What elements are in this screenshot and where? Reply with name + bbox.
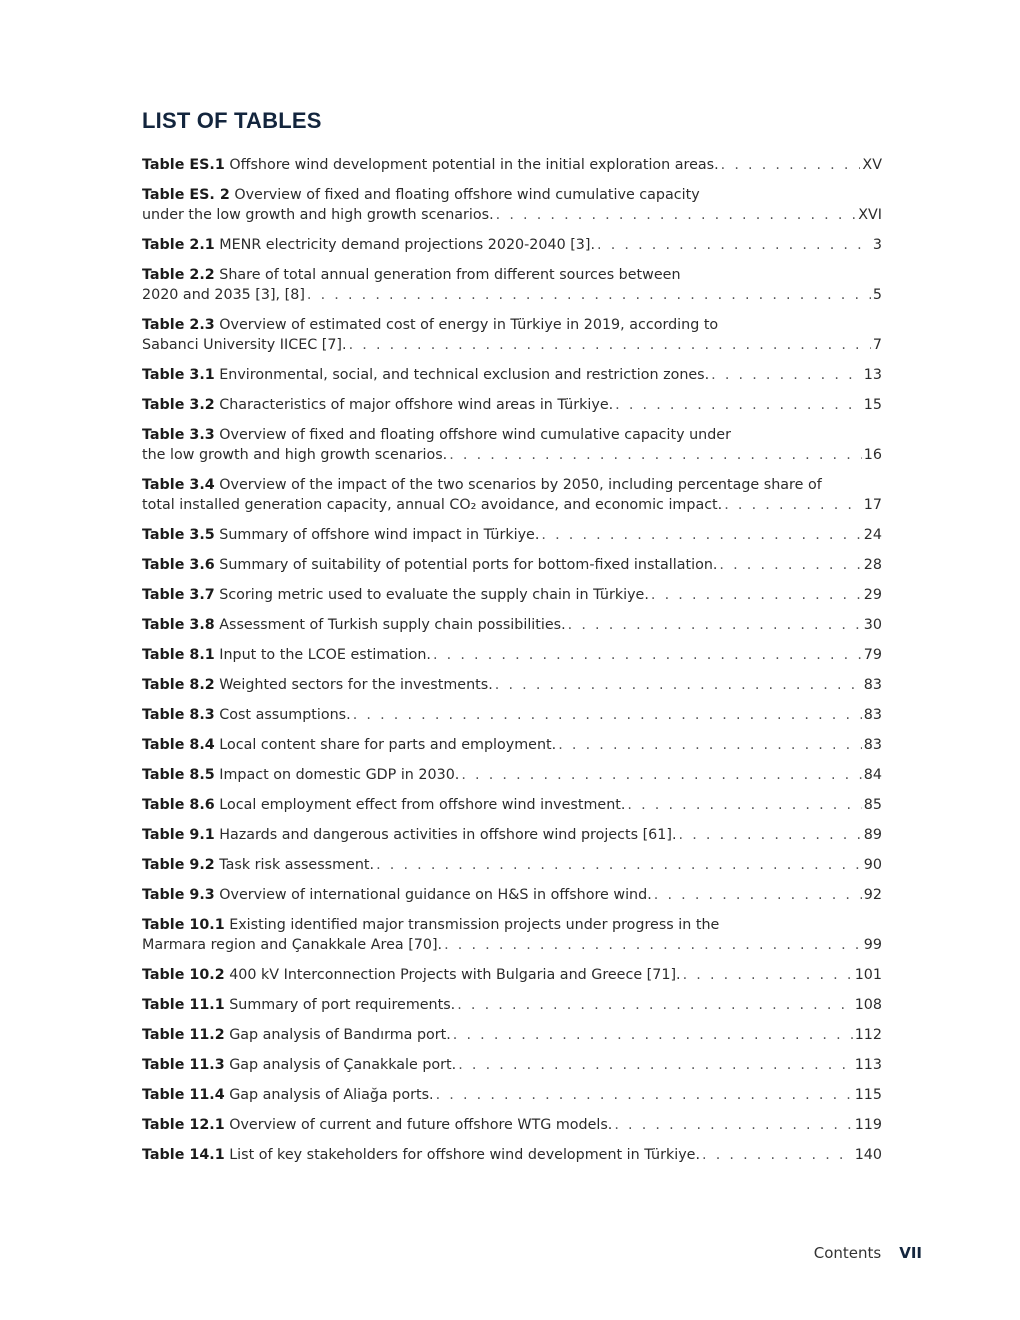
entry-title: Environmental, social, and technical exclusion and restriction zones. bbox=[219, 367, 710, 383]
page-number: VII bbox=[899, 1244, 922, 1262]
toc-entry[interactable] bbox=[142, 885, 882, 905]
entry-title: Local employment effect from offshore wind investment. bbox=[219, 797, 626, 813]
table-number: Table 2.2 bbox=[142, 267, 215, 283]
table-number: Table 9.1 bbox=[142, 827, 215, 843]
dot-leader bbox=[654, 885, 862, 905]
entry-title-text bbox=[142, 155, 719, 175]
entry-page-number: 29 bbox=[863, 587, 882, 603]
entry-page-number: 5 bbox=[872, 287, 882, 303]
entry-title-text bbox=[142, 525, 539, 545]
entry-title-text bbox=[142, 645, 431, 665]
entry-title: Share of total annual generation from different sources between bbox=[219, 267, 681, 283]
table-number: Table 3.5 bbox=[142, 527, 215, 543]
dot-leader bbox=[457, 995, 852, 1015]
dot-leader bbox=[679, 825, 862, 845]
toc-entry[interactable] bbox=[142, 155, 882, 175]
toc-entry[interactable] bbox=[142, 585, 882, 605]
table-number: Table 10.1 bbox=[142, 917, 225, 933]
entry-title: Impact on domestic GDP in 2030. bbox=[219, 767, 460, 783]
dot-leader bbox=[683, 965, 853, 985]
toc-entry[interactable] bbox=[142, 265, 882, 305]
entry-title-text bbox=[142, 445, 447, 465]
entry-title-text bbox=[142, 965, 681, 985]
dot-leader bbox=[702, 1145, 853, 1165]
entry-title-text bbox=[142, 365, 709, 385]
entry-title-text bbox=[142, 675, 493, 695]
entry-title-text bbox=[142, 615, 566, 635]
entry-page-number: 85 bbox=[863, 797, 882, 813]
dot-leader bbox=[724, 495, 862, 515]
entry-page-number: 30 bbox=[863, 617, 882, 633]
entry-page-number: 83 bbox=[863, 677, 882, 693]
entry-title: Assessment of Turkish supply chain possibilities. bbox=[219, 617, 566, 633]
entry-title-text bbox=[142, 995, 455, 1015]
entry-title: List of key stakeholders for offshore wind development in Türkiye. bbox=[229, 1147, 701, 1163]
dot-leader bbox=[461, 765, 861, 785]
entry-title-text bbox=[142, 285, 305, 305]
toc-entry[interactable] bbox=[142, 235, 882, 255]
toc-entry[interactable] bbox=[142, 825, 882, 845]
toc-entry[interactable] bbox=[142, 1025, 882, 1045]
entry-title-text bbox=[142, 205, 494, 225]
table-number: Table 11.1 bbox=[142, 997, 225, 1013]
table-number: Table 3.4 bbox=[142, 477, 215, 493]
table-number: Table 11.4 bbox=[142, 1087, 225, 1103]
entry-page-number: 7 bbox=[872, 337, 882, 353]
dot-leader bbox=[541, 525, 861, 545]
entry-title: Local content share for parts and employment. bbox=[219, 737, 557, 753]
table-number: Table 8.3 bbox=[142, 707, 215, 723]
entry-page-number: 90 bbox=[863, 857, 882, 873]
dot-leader bbox=[721, 155, 861, 175]
toc-entry[interactable] bbox=[142, 185, 882, 225]
table-number: Table ES. 2 bbox=[142, 187, 230, 203]
entry-title-text bbox=[142, 705, 351, 725]
entry-title: Overview of fixed and floating offshore wind cumulative capacity bbox=[234, 187, 700, 203]
table-number: Table 14.1 bbox=[142, 1147, 225, 1163]
table-number: Table 11.3 bbox=[142, 1057, 225, 1073]
dot-leader bbox=[307, 285, 871, 305]
table-number: Table 8.6 bbox=[142, 797, 215, 813]
entry-title-text bbox=[142, 585, 649, 605]
dot-leader bbox=[376, 855, 862, 875]
entry-title-text bbox=[142, 235, 595, 255]
toc-entry[interactable] bbox=[142, 965, 882, 985]
table-number: Table 8.1 bbox=[142, 647, 215, 663]
entry-title-text bbox=[142, 1115, 612, 1135]
footer-section-label: Contents bbox=[813, 1244, 882, 1262]
table-number: Table 2.1 bbox=[142, 237, 215, 253]
toc-entry[interactable] bbox=[142, 475, 882, 515]
entry-title: Scoring metric used to evaluate the supply chain in Türkiye. bbox=[219, 587, 649, 603]
entry-title: Overview of fixed and floating offshore wind cumulative capacity under bbox=[219, 427, 731, 443]
entry-title: the low growth and high growth scenarios. bbox=[142, 447, 448, 463]
table-number: Table 3.1 bbox=[142, 367, 215, 383]
table-number: Table 9.2 bbox=[142, 857, 215, 873]
entry-title: Input to the LCOE estimation. bbox=[219, 647, 431, 663]
table-number: Table 3.3 bbox=[142, 427, 215, 443]
entry-page-number: 28 bbox=[863, 557, 882, 573]
entry-page-number: 83 bbox=[863, 737, 882, 753]
entry-page-number: 84 bbox=[863, 767, 882, 783]
dot-leader bbox=[568, 615, 862, 635]
toc-entry[interactable] bbox=[142, 735, 882, 755]
table-number: Table 9.3 bbox=[142, 887, 215, 903]
dot-leader bbox=[597, 235, 871, 255]
entry-title-text bbox=[142, 855, 374, 875]
entry-title-text bbox=[142, 795, 625, 815]
entry-page-number: 3 bbox=[872, 237, 882, 253]
page-title: LIST OF TABLES bbox=[142, 108, 322, 133]
entry-title: Overview of estimated cost of energy in Türkiye in 2019, according to bbox=[219, 317, 719, 333]
toc-entry[interactable] bbox=[142, 995, 882, 1015]
toc-entry[interactable] bbox=[142, 315, 882, 355]
dot-leader bbox=[449, 445, 862, 465]
toc-entry[interactable] bbox=[142, 1055, 882, 1075]
page-footer bbox=[814, 1244, 922, 1262]
toc-entry[interactable] bbox=[142, 855, 882, 875]
entry-title: Summary of port requirements. bbox=[229, 997, 456, 1013]
entry-page-number: 99 bbox=[863, 937, 882, 953]
entry-page-number: 112 bbox=[854, 1027, 882, 1043]
entry-title-text bbox=[142, 335, 347, 355]
entry-title: Hazards and dangerous activities in offshore wind projects [61]. bbox=[219, 827, 677, 843]
table-number: Table ES.1 bbox=[142, 157, 225, 173]
entry-page-number: 140 bbox=[854, 1147, 882, 1163]
entry-page-number: XVI bbox=[858, 207, 882, 223]
entry-page-number: 83 bbox=[863, 707, 882, 723]
entry-title-text bbox=[142, 825, 677, 845]
entry-title-text bbox=[142, 765, 459, 785]
toc-entry[interactable] bbox=[142, 425, 882, 465]
entry-title: Task risk assessment. bbox=[219, 857, 375, 873]
dot-leader bbox=[495, 675, 862, 695]
toc-entry[interactable] bbox=[142, 555, 882, 575]
entry-page-number: 92 bbox=[863, 887, 882, 903]
dot-leader bbox=[558, 735, 862, 755]
dot-leader bbox=[711, 365, 862, 385]
table-number: Table 8.5 bbox=[142, 767, 215, 783]
entry-page-number: 89 bbox=[863, 827, 882, 843]
entry-title: Characteristics of major offshore wind areas in Türkiye. bbox=[219, 397, 614, 413]
entry-title-text bbox=[142, 395, 613, 415]
entry-page-number: 113 bbox=[854, 1057, 882, 1073]
dot-leader bbox=[615, 395, 862, 415]
toc-entry[interactable] bbox=[142, 675, 882, 695]
entry-title-text bbox=[142, 1025, 451, 1045]
entry-title: Offshore wind development potential in the initial exploration areas. bbox=[229, 157, 719, 173]
toc-entry[interactable] bbox=[142, 645, 882, 665]
entry-title-text bbox=[142, 1145, 700, 1165]
toc-entry[interactable] bbox=[142, 1115, 882, 1135]
entry-page-number: XV bbox=[862, 157, 882, 173]
dot-leader bbox=[458, 1055, 853, 1075]
entry-page-number: 101 bbox=[854, 967, 882, 983]
table-number: Table 8.4 bbox=[142, 737, 215, 753]
entry-title-text bbox=[142, 1055, 456, 1075]
table-number: Table 3.6 bbox=[142, 557, 215, 573]
table-number: Table 3.8 bbox=[142, 617, 215, 633]
entry-page-number: 24 bbox=[863, 527, 882, 543]
entry-page-number: 16 bbox=[863, 447, 882, 463]
entry-title: total installed generation capacity, annual CO₂ avoidance, and economic impact. bbox=[142, 497, 723, 513]
entry-page-number: 13 bbox=[863, 367, 882, 383]
toc-entry[interactable] bbox=[142, 1085, 882, 1105]
entry-title-text bbox=[142, 885, 652, 905]
entry-page-number: 15 bbox=[863, 397, 882, 413]
entry-title: Marmara region and Çanakkale Area [70]. bbox=[142, 937, 443, 953]
toc-entry[interactable] bbox=[142, 795, 882, 815]
entry-title: Summary of offshore wind impact in Türkiye. bbox=[219, 527, 540, 543]
entry-title-text bbox=[142, 495, 722, 515]
table-number: Table 2.3 bbox=[142, 317, 215, 333]
entry-title: Overview of the impact of the two scenarios by 2050, including percentage share of bbox=[219, 477, 822, 493]
toc-entry[interactable] bbox=[142, 395, 882, 415]
entry-title: Gap analysis of Çanakkale port. bbox=[229, 1057, 457, 1073]
entry-title-text bbox=[142, 1085, 434, 1105]
entry-page-number: 115 bbox=[854, 1087, 882, 1103]
toc-entry[interactable] bbox=[142, 705, 882, 725]
entry-title: Cost assumptions. bbox=[219, 707, 351, 723]
entry-page-number: 108 bbox=[854, 997, 882, 1013]
table-number: Table 3.7 bbox=[142, 587, 215, 603]
dot-leader bbox=[651, 585, 862, 605]
toc-entry[interactable] bbox=[142, 915, 882, 955]
entry-page-number: 119 bbox=[854, 1117, 882, 1133]
table-number: Table 10.2 bbox=[142, 967, 225, 983]
entry-title: Sabanci University IICEC [7]. bbox=[142, 337, 347, 353]
entry-title: 2020 and 2035 [3], [8] bbox=[142, 287, 305, 303]
dot-leader bbox=[436, 1085, 853, 1105]
entry-title: Existing identified major transmission projects under progress in the bbox=[229, 917, 720, 933]
dot-leader bbox=[444, 935, 862, 955]
entry-title: Overview of current and future offshore WTG models. bbox=[229, 1117, 613, 1133]
dot-leader bbox=[614, 1115, 852, 1135]
toc-entry[interactable] bbox=[142, 765, 882, 785]
entry-title-text bbox=[142, 735, 556, 755]
toc-entry[interactable] bbox=[142, 1145, 882, 1165]
entry-title: Weighted sectors for the investments. bbox=[219, 677, 493, 693]
table-number: Table 11.2 bbox=[142, 1027, 225, 1043]
entry-title: under the low growth and high growth scenarios. bbox=[142, 207, 494, 223]
entry-page-number: 79 bbox=[863, 647, 882, 663]
dot-leader bbox=[627, 795, 861, 815]
entry-title: Gap analysis of Aliağa ports. bbox=[229, 1087, 434, 1103]
toc-entry[interactable] bbox=[142, 615, 882, 635]
list-of-tables bbox=[142, 155, 882, 1175]
entry-page-number: 17 bbox=[863, 497, 882, 513]
entry-title: MENR electricity demand projections 2020-2040 [3]. bbox=[219, 237, 596, 253]
entry-title-text bbox=[142, 555, 717, 575]
entry-title: 400 kV Interconnection Projects with Bulgaria and Greece [71]. bbox=[229, 967, 681, 983]
table-number: Table 8.2 bbox=[142, 677, 215, 693]
entry-title-text bbox=[142, 935, 442, 955]
toc-entry[interactable] bbox=[142, 365, 882, 385]
dot-leader bbox=[433, 645, 862, 665]
dot-leader bbox=[719, 555, 861, 575]
dot-leader bbox=[353, 705, 862, 725]
entry-title: Summary of suitability of potential ports for bottom-fixed installation. bbox=[219, 557, 718, 573]
toc-entry[interactable] bbox=[142, 525, 882, 545]
dot-leader bbox=[453, 1025, 853, 1045]
entry-title: Gap analysis of Bandırma port. bbox=[229, 1027, 451, 1043]
dot-leader bbox=[349, 335, 871, 355]
table-number: Table 12.1 bbox=[142, 1117, 225, 1133]
table-number: Table 3.2 bbox=[142, 397, 215, 413]
entry-title: Overview of international guidance on H&S in offshore wind. bbox=[219, 887, 652, 903]
dot-leader bbox=[496, 205, 857, 225]
